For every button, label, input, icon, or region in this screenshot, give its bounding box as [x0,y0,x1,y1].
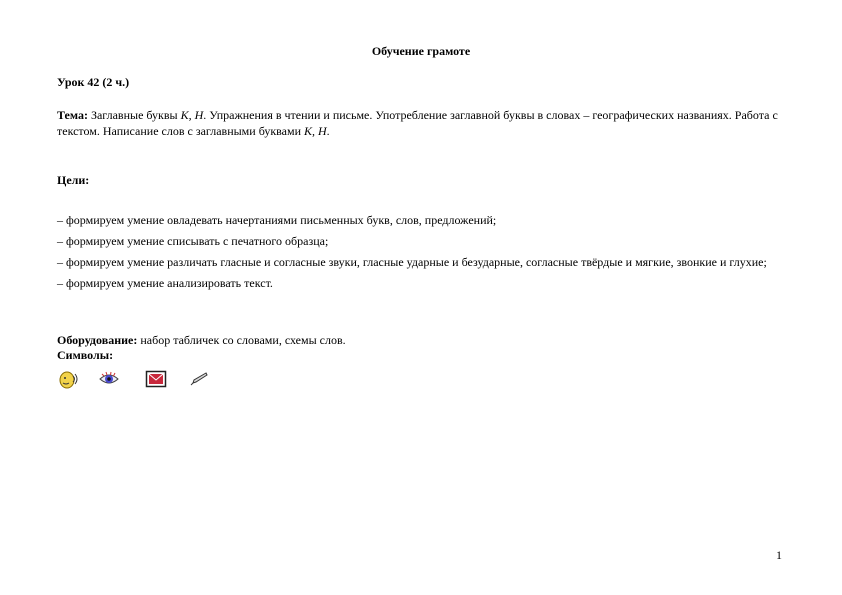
symbols-heading: Символы: [57,348,114,362]
lesson-number: Урок 42 (2 ч.) [57,75,130,89]
goal-item: – формируем умение различать гласные и согласные звуки, гласные ударные и безударные, согласные твёрдые и мягкие, звонкие и глухие; [57,255,767,269]
equipment-label: Оборудование: [57,333,138,347]
goal-item: – формируем умение анализировать текст. [57,276,273,290]
topic-text-1: Заглавные буквы [87,108,181,122]
topic-letters-1: К, Н [180,108,204,122]
equipment [57,332,346,348]
goal-item: – формируем умение списывать с печатного образца; [57,234,329,248]
topic-text-3: . [326,124,330,138]
goal-item: – формируем умение овладевать начертаниями письменных букв, слов, предложений; [57,213,497,227]
topic-text-2: . Упражнения в чтении и письме. Употребление заглавной буквы в словах – географических названиях. Работа с текстом. Написание слов с заглавными буквами [57,108,778,138]
envelope-picture-icon [145,368,167,390]
topic-label: Тема: [57,108,88,122]
page-number: 1 [776,548,782,562]
topic-letters-2: К, Н [304,124,327,138]
goals-heading: Цели: [57,173,90,187]
eye-icon [98,368,120,390]
lesson-topic [57,107,787,139]
equipment-text: набор табличек со словами, схемы слов. [137,333,346,347]
speaking-head-icon [58,368,80,390]
goals-list [57,212,787,296]
page-title: Обучение грамоте [371,44,471,58]
pen-icon [188,368,210,390]
